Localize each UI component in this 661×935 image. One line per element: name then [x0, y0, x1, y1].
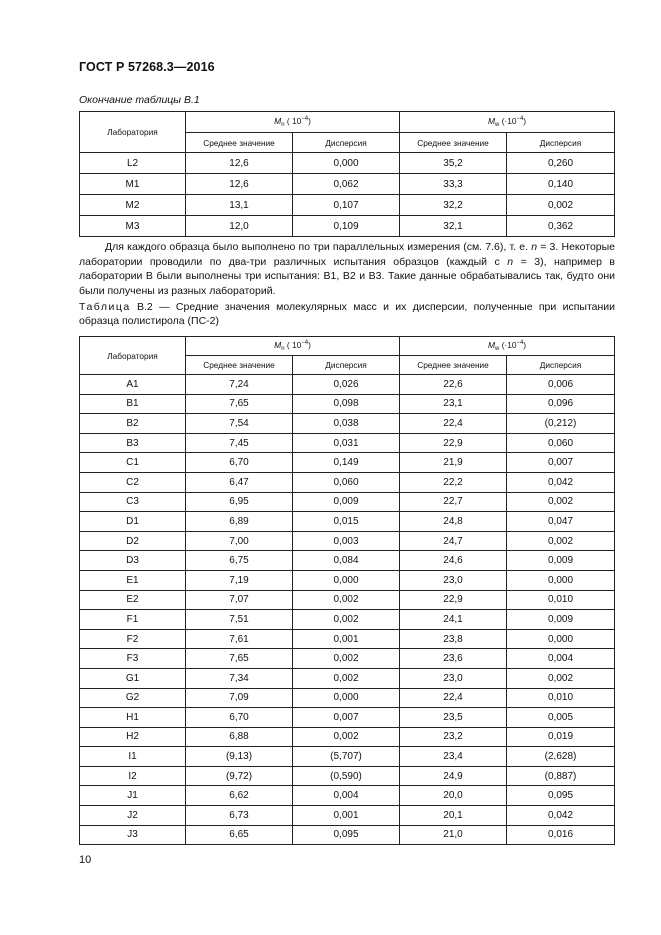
value-cell: 0,140 [507, 174, 615, 195]
table-row [80, 629, 615, 649]
value-cell: 0,005 [507, 708, 615, 728]
mw-group-header: $M_w$ $(\cdot 10^{-4})$ [400, 337, 615, 356]
variance-column-header: Дисперсия [507, 133, 615, 153]
lab-cell: I2 [80, 766, 186, 786]
value-cell: 7,65 [186, 649, 293, 669]
value-cell: 21,9 [400, 453, 507, 473]
value-cell: 0,007 [507, 453, 615, 473]
lab-cell: M1 [80, 174, 186, 195]
mean-column-header: Среднее значение [186, 133, 293, 153]
value-cell: 23,8 [400, 629, 507, 649]
lab-cell: J3 [80, 825, 186, 845]
value-cell: 0,010 [507, 590, 615, 610]
table-row [80, 727, 615, 747]
lab-cell: D3 [80, 551, 186, 571]
value-cell: 7,34 [186, 668, 293, 688]
table-row [80, 472, 615, 492]
value-cell: 7,00 [186, 531, 293, 551]
value-cell: 0,042 [507, 472, 615, 492]
value-cell: 6,62 [186, 786, 293, 806]
value-cell: 6,88 [186, 727, 293, 747]
lab-cell: C1 [80, 453, 186, 473]
value-cell: 0,002 [507, 531, 615, 551]
value-cell: 20,1 [400, 806, 507, 826]
lab-cell: H1 [80, 708, 186, 728]
mean-column-header: Среднее значение [186, 356, 293, 375]
value-cell: 0,002 [293, 649, 400, 669]
value-cell: (0,590) [293, 766, 400, 786]
value-cell: 22,6 [400, 375, 507, 395]
value-cell: 6,73 [186, 806, 293, 826]
lab-column-header: Лаборатория [80, 337, 186, 375]
value-cell: 7,19 [186, 570, 293, 590]
value-cell: 0,016 [507, 825, 615, 845]
value-cell: 23,0 [400, 570, 507, 590]
lab-cell: G2 [80, 688, 186, 708]
table-row [80, 708, 615, 728]
value-cell: 0,003 [293, 531, 400, 551]
mn-group-header: $M_n$ ( $10^{-4}$) [186, 112, 400, 133]
table1-caption: Окончание таблицы В.1 [79, 94, 200, 106]
value-cell: 7,51 [186, 610, 293, 630]
table-row [80, 570, 615, 590]
table-row [80, 610, 615, 630]
table-row [80, 216, 615, 237]
value-cell: (0,212) [507, 414, 615, 434]
value-cell: 0,096 [507, 394, 615, 414]
table-b1-end [79, 111, 615, 237]
value-cell: 0,098 [293, 394, 400, 414]
table2-caption: Таблица В.2 — Средние значения молекулярных масс и их дисперсии, полученные при испытании образца полистирола (ПС-2) [79, 301, 615, 327]
value-cell: 7,65 [186, 394, 293, 414]
lab-cell: B2 [80, 414, 186, 434]
value-cell: 0,009 [507, 551, 615, 571]
value-cell: 0,362 [507, 216, 615, 237]
value-cell: 0,060 [507, 433, 615, 453]
table-row [80, 551, 615, 571]
value-cell: 23,0 [400, 668, 507, 688]
mean-column-header: Среднее значение [400, 356, 507, 375]
value-cell: 0,109 [293, 216, 400, 237]
value-cell: 12,6 [186, 174, 293, 195]
table-row [80, 786, 615, 806]
value-cell: 0,095 [507, 786, 615, 806]
value-cell: 0,000 [293, 153, 400, 174]
value-cell: 23,4 [400, 747, 507, 767]
value-cell: 0,038 [293, 414, 400, 434]
value-cell: 0,002 [293, 668, 400, 688]
value-cell: 0,009 [293, 492, 400, 512]
page-number: 10 [79, 854, 92, 866]
value-cell: 0,000 [293, 570, 400, 590]
value-cell: 22,9 [400, 590, 507, 610]
value-cell: 0,002 [293, 610, 400, 630]
value-cell: 0,007 [293, 708, 400, 728]
value-cell: 6,47 [186, 472, 293, 492]
table-row [80, 394, 615, 414]
value-cell: 0,015 [293, 512, 400, 532]
value-cell: 35,2 [400, 153, 507, 174]
lab-cell: M3 [80, 216, 186, 237]
variance-column-header: Дисперсия [507, 356, 615, 375]
value-cell: 23,5 [400, 708, 507, 728]
value-cell: 0,002 [293, 590, 400, 610]
value-cell: 22,2 [400, 472, 507, 492]
table-row [80, 531, 615, 551]
value-cell: 24,7 [400, 531, 507, 551]
value-cell: 0,004 [507, 649, 615, 669]
value-cell: 22,9 [400, 433, 507, 453]
value-cell: 7,61 [186, 629, 293, 649]
value-cell: 13,1 [186, 195, 293, 216]
lab-cell: C3 [80, 492, 186, 512]
value-cell: 22,4 [400, 414, 507, 434]
value-cell: 6,95 [186, 492, 293, 512]
value-cell: 23,6 [400, 649, 507, 669]
value-cell: 0,042 [507, 806, 615, 826]
variance-column-header: Дисперсия [293, 356, 400, 375]
value-cell: 0,260 [507, 153, 615, 174]
table-b2 [79, 336, 615, 845]
value-cell: 32,2 [400, 195, 507, 216]
lab-cell: B1 [80, 394, 186, 414]
value-cell: 0,009 [507, 610, 615, 630]
lab-cell: J1 [80, 786, 186, 806]
value-cell: 12,0 [186, 216, 293, 237]
value-cell: (2,628) [507, 747, 615, 767]
lab-cell: M2 [80, 195, 186, 216]
value-cell: 0,001 [293, 629, 400, 649]
value-cell: 0,107 [293, 195, 400, 216]
value-cell: 7,54 [186, 414, 293, 434]
table-row [80, 747, 615, 767]
lab-column-header: Лаборатория [80, 112, 186, 153]
table-row [80, 649, 615, 669]
value-cell: 0,002 [507, 492, 615, 512]
value-cell: 20,0 [400, 786, 507, 806]
value-cell: 0,060 [293, 472, 400, 492]
value-cell: 0,062 [293, 174, 400, 195]
lab-cell: C2 [80, 472, 186, 492]
value-cell: 22,7 [400, 492, 507, 512]
table-row [80, 492, 615, 512]
value-cell: 23,1 [400, 394, 507, 414]
lab-cell: L2 [80, 153, 186, 174]
variance-column-header: Дисперсия [293, 133, 400, 153]
value-cell: 21,0 [400, 825, 507, 845]
table-row [80, 153, 615, 174]
value-cell: 0,006 [507, 375, 615, 395]
lab-cell: E1 [80, 570, 186, 590]
value-cell: (9,13) [186, 747, 293, 767]
lab-cell: B3 [80, 433, 186, 453]
value-cell: 7,45 [186, 433, 293, 453]
table-row [80, 806, 615, 826]
table-row [80, 375, 615, 395]
value-cell: 6,65 [186, 825, 293, 845]
value-cell: 22,4 [400, 688, 507, 708]
mn-group-header: $M_n$ ( $10^{-4}$) [186, 337, 400, 356]
table-row [80, 512, 615, 532]
lab-cell: D2 [80, 531, 186, 551]
value-cell: 0,084 [293, 551, 400, 571]
value-cell: 6,70 [186, 453, 293, 473]
value-cell: 0,002 [507, 668, 615, 688]
mean-column-header: Среднее значение [400, 133, 507, 153]
table-row [80, 590, 615, 610]
lab-cell: I1 [80, 747, 186, 767]
value-cell: (0,887) [507, 766, 615, 786]
value-cell: 7,09 [186, 688, 293, 708]
lab-cell: E2 [80, 590, 186, 610]
value-cell: 0,047 [507, 512, 615, 532]
value-cell: 0,095 [293, 825, 400, 845]
value-cell: 0,019 [507, 727, 615, 747]
value-cell: 23,2 [400, 727, 507, 747]
lab-cell: D1 [80, 512, 186, 532]
body-paragraph: Для каждого образца было выполнено по три параллельных измерения (см. 7.6), т. е. n = 3. Некоторые лаборатории проводили по два-три различных испытания образцов (каждый с n = 3), например в лаборатории В были выполнены три испытания: В1, В2 и В3. Такие данные обрабатывались так, будто они были получены из разных лабораторий. [79, 241, 616, 297]
value-cell: 32,1 [400, 216, 507, 237]
lab-cell: F1 [80, 610, 186, 630]
value-cell: 24,1 [400, 610, 507, 630]
value-cell: (9,72) [186, 766, 293, 786]
value-cell: 7,07 [186, 590, 293, 610]
mw-group-header: $M_w$ $(\cdot 10^{-4})$ [400, 112, 615, 133]
value-cell: 6,70 [186, 708, 293, 728]
lab-cell: A1 [80, 375, 186, 395]
table-row [80, 414, 615, 434]
value-cell: 7,24 [186, 375, 293, 395]
value-cell: 0,000 [507, 570, 615, 590]
lab-cell: G1 [80, 668, 186, 688]
value-cell: 0,031 [293, 433, 400, 453]
table-row [80, 433, 615, 453]
value-cell: 12,6 [186, 153, 293, 174]
value-cell: 0,000 [507, 629, 615, 649]
lab-cell: H2 [80, 727, 186, 747]
value-cell: 0,000 [293, 688, 400, 708]
value-cell: 0,149 [293, 453, 400, 473]
value-cell: 24,6 [400, 551, 507, 571]
table-row [80, 453, 615, 473]
value-cell: 0,010 [507, 688, 615, 708]
value-cell: 24,9 [400, 766, 507, 786]
document-header: ГОСТ Р 57268.3—2016 [79, 60, 215, 74]
table-row [80, 668, 615, 688]
value-cell: 0,002 [293, 727, 400, 747]
lab-cell: F3 [80, 649, 186, 669]
table-row [80, 174, 615, 195]
value-cell: 33,3 [400, 174, 507, 195]
value-cell: 6,75 [186, 551, 293, 571]
value-cell: 0,026 [293, 375, 400, 395]
value-cell: (5,707) [293, 747, 400, 767]
table-row [80, 688, 615, 708]
value-cell: 0,002 [507, 195, 615, 216]
lab-cell: J2 [80, 806, 186, 826]
value-cell: 0,004 [293, 786, 400, 806]
table-row [80, 825, 615, 845]
lab-cell: F2 [80, 629, 186, 649]
value-cell: 24,8 [400, 512, 507, 532]
value-cell: 6,89 [186, 512, 293, 532]
value-cell: 0,001 [293, 806, 400, 826]
table-row [80, 766, 615, 786]
table-row [80, 195, 615, 216]
